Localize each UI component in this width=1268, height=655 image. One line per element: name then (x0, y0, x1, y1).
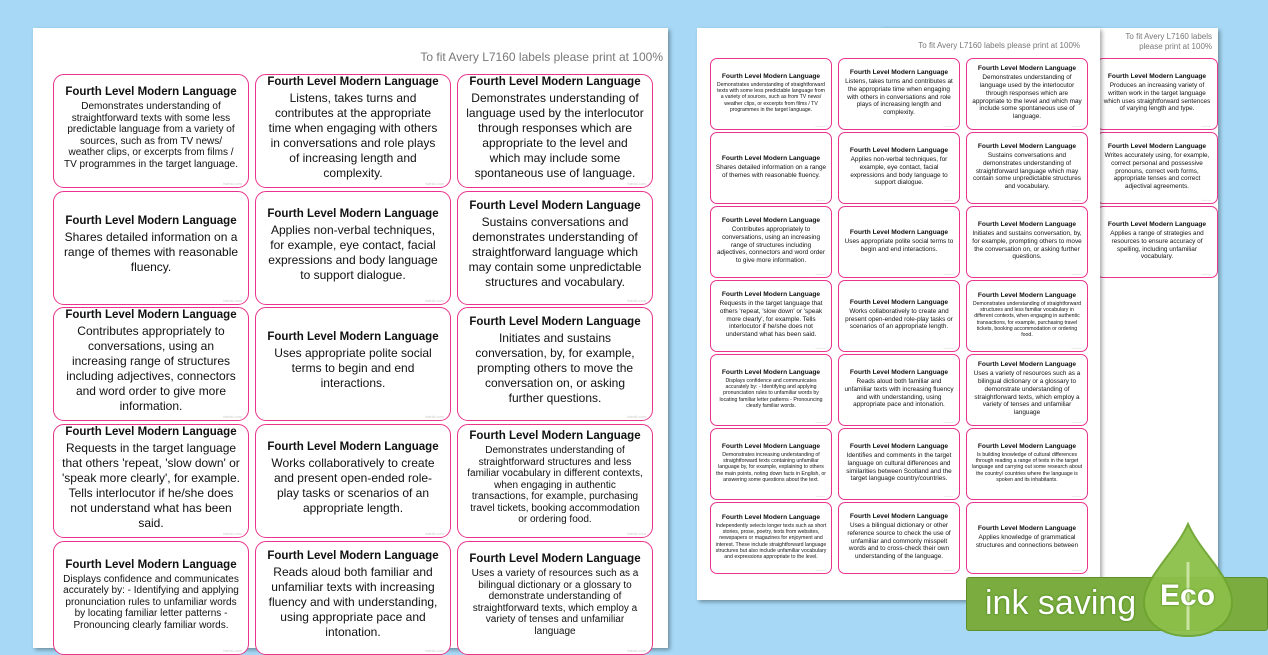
card-text: Writes accurately using, for example, correct personal and possessive pronouns, correct verb forms, appropriate tenses and correct adjectival agreements. (1104, 152, 1210, 191)
watermark: twinkl.com (425, 298, 444, 303)
card-title: Fourth Level Modern Language (65, 558, 237, 571)
label-card (838, 428, 960, 500)
label-card (966, 502, 1088, 574)
card-text: Uses appropriate polite social terms to begin and end interactions. (844, 237, 954, 253)
watermark: twinkl.com (627, 648, 646, 653)
card-title: Fourth Level Modern Language (65, 425, 237, 438)
watermark: twinkl.com (1071, 200, 1081, 202)
watermark: twinkl.com (627, 298, 646, 303)
card-text: Works collaboratively to create and present open-ended role-play tasks or scenarios of an appropriate length. (845, 307, 953, 331)
watermark: twinkl.com (1071, 570, 1081, 572)
watermark: twinkl.com (815, 274, 825, 276)
card-text: Sustains conversations and demonstrates understanding of straightforward language which may contain some unpredictable structures and vocabulary. (468, 215, 642, 289)
label-card (838, 502, 960, 574)
label-card (838, 354, 960, 426)
label-card (966, 206, 1088, 278)
card-title: Fourth Level Modern Language (267, 75, 439, 88)
card-text: Reads aloud both familiar and unfamiliar texts with increasing fluency and with understanding, using appropriate pace and intonation. (268, 565, 438, 639)
label-card (53, 541, 249, 655)
card-text: Demonstrates understanding of straightforward structures and less familiar vocabulary in different contexts, when engaging in authentic transactions, for example, purchasing travel tickets, booking accommodation or ordering food. (972, 300, 1082, 338)
print-note: To fit Avery L7160 labels please print at 100% (420, 50, 663, 64)
card-text: Sustains conversations and demonstrates understanding of straightforward language which may contain some unpredictable structures and vocabulary. (973, 152, 1081, 191)
label-card (710, 428, 832, 500)
watermark: twinkl.com (425, 531, 444, 536)
card-title: Fourth Level Modern Language (469, 200, 641, 212)
card-title: Fourth Level Modern Language (977, 291, 1077, 299)
card-title: Fourth Level Modern Language (849, 513, 949, 521)
card-title: Fourth Level Modern Language (849, 69, 949, 77)
card-title: Fourth Level Modern Language (849, 443, 949, 451)
card-title: Fourth Level Modern Language (721, 72, 821, 80)
card-text: Contributes appropriately to conversations, using an increasing range of structures including adjectives, connectors and word order to give more information. (717, 226, 825, 265)
watermark: twinkl.com (627, 414, 646, 419)
page-zoomed-preview (33, 28, 668, 653)
eco-leaf-badge (1140, 522, 1236, 635)
card-title: Fourth Level Modern Language (65, 86, 237, 98)
card-text: Applies non-verbal techniques, for example, eye contact, facial expressions and body language to support dialogue. (268, 222, 438, 282)
label-card (966, 428, 1088, 500)
label-card (838, 280, 960, 352)
card-text: Contributes appropriately to conversations, using an increasing range of structures including adjectives, connectors and word order to give more information. (66, 323, 236, 413)
watermark: twinkl.com (943, 126, 953, 128)
card-text: Applies knowledge of grammatical structures and connections between (975, 533, 1079, 549)
watermark: twinkl.com (223, 414, 242, 419)
label-card (53, 74, 249, 188)
label-card (966, 132, 1088, 204)
print-note: To fit Avery L7160 labels please print at 100% (1125, 32, 1212, 51)
print-note: To fit Avery L7160 labels please print at 100% (918, 41, 1080, 50)
label-card (838, 58, 960, 130)
card-text: Demonstrates understanding of language used by the interlocutor through responses which are appropriate to the level and which may include some spontaneous use of language. (972, 74, 1082, 120)
card-title: Fourth Level Modern Language (721, 154, 821, 162)
card-title: Fourth Level Modern Language (849, 369, 949, 377)
card-title: Fourth Level Modern Language (849, 298, 949, 306)
card-text: Uses a bilingual dictionary or other reference source to check the use of unfamiliar and commonly misspelt words and to cross-check their own understanding of the language. (847, 522, 951, 561)
watermark: twinkl.com (425, 181, 444, 186)
card-title: Fourth Level Modern Language (977, 221, 1077, 229)
watermark: twinkl.com (943, 422, 953, 424)
card-title: Fourth Level Modern Language (977, 524, 1077, 532)
card-text: Uses a variety of resources such as a bilingual dictionary or a glossary to demonstrate understanding of straightforward texts, which employ a variety of tenses and unfamiliar language (471, 568, 639, 637)
card-title: Fourth Level Modern Language (849, 147, 949, 155)
leaf-icon (1140, 522, 1236, 630)
card-text: Reads aloud both familiar and unfamiliar texts with increasing fluency and with understanding, using appropriate pace and intonation. (844, 378, 954, 409)
watermark: twinkl.com (223, 648, 242, 653)
card-text: Displays confidence and communicates accurately by: - Identifying and applying pronunciation rules to unfamiliar words by locating familiar letter patterns - Pronouncing clearly familiar words. (63, 573, 239, 631)
label-card (255, 424, 451, 538)
card-title: Fourth Level Modern Language (469, 430, 641, 443)
card-title: Fourth Level Modern Language (977, 361, 1077, 369)
card-title: Fourth Level Modern Language (65, 215, 237, 227)
card-title: Fourth Level Modern Language (1107, 73, 1207, 81)
card-text: Independently selects longer texts such as short stories, prose, poetry, texts from websites, newspapers or magazines for enjoyment and interest. These include straightforward language structures but also include unfamiliar vocabulary and expressions appropriate to the level. (715, 522, 827, 560)
watermark: twinkl.com (943, 348, 953, 350)
card-text: Shares detailed information on a range of themes with reasonable fluency. (63, 230, 239, 274)
card-title: Fourth Level Modern Language (721, 513, 821, 521)
label-card (710, 354, 832, 426)
card-title: Fourth Level Modern Language (849, 228, 949, 236)
label-card (457, 191, 653, 305)
watermark: twinkl.com (815, 126, 825, 128)
watermark: twinkl.com (815, 200, 825, 202)
watermark: twinkl.com (1071, 422, 1081, 424)
watermark: twinkl.com (425, 414, 444, 419)
label-card (255, 74, 451, 188)
card-title: Fourth Level Modern Language (721, 217, 821, 225)
card-title: Fourth Level Modern Language (721, 291, 821, 299)
card-title: Fourth Level Modern Language (977, 442, 1077, 450)
card-text: Shares detailed information on a range of themes with reasonable fluency. (715, 163, 827, 179)
eco-label: Eco (1160, 579, 1216, 612)
label-card (255, 541, 451, 655)
label-card (255, 307, 451, 421)
card-text: Applies a range of strategies and resources to ensure accuracy of spelling, including unfamiliar vocabulary. (1110, 230, 1204, 261)
label-card (838, 206, 960, 278)
ink-saving-label: ink saving (985, 584, 1137, 622)
card-text: Identifies and comments in the target language on cultural differences and similarities between Scotland and the target language country/countries. (846, 452, 952, 483)
card-text: Initiates and sustains conversation, by, for example, prompting others to move the conversation on, or asking further questions. (972, 230, 1082, 261)
watermark: twinkl.com (815, 496, 825, 498)
card-text: Listens, takes turns and contributes at the appropriate time when engaging with others in conversations and role plays of increasing length and complexity. (268, 90, 438, 180)
card-title: Fourth Level Modern Language (1107, 143, 1207, 151)
watermark: twinkl.com (1201, 200, 1211, 202)
card-title: Fourth Level Modern Language (721, 368, 821, 376)
watermark: twinkl.com (627, 531, 646, 536)
watermark: twinkl.com (815, 570, 825, 572)
card-text: Is building knowledge of cultural differences through reading a range of texts in the target language and carrying out some research about the country/ countries where the language is spoken and its inhabitants. (971, 451, 1083, 483)
card-text: Listens, takes turns and contributes at the appropriate time when engaging with others in conversations and role plays of increasing length and complexity. (845, 78, 953, 117)
watermark: twinkl.com (943, 496, 953, 498)
watermark: twinkl.com (815, 348, 825, 350)
card-title: Fourth Level Modern Language (1107, 221, 1207, 229)
label-card (710, 58, 832, 130)
label-card (966, 280, 1088, 352)
card-text: Produces an increasing variety of written work in the target language which uses straightforward sentences of varying length and type. (1103, 82, 1211, 113)
label-card (710, 206, 832, 278)
watermark: twinkl.com (223, 531, 242, 536)
card-text: Requests in the target language that others 'repeat, 'slow down' or 'speak more clearly', for example. Tells interlocutor if he/she does not understand what has been said. (62, 440, 240, 530)
card-title: Fourth Level Modern Language (469, 553, 641, 565)
watermark: twinkl.com (1071, 348, 1081, 350)
label-card (1096, 206, 1218, 278)
card-text: Initiates and sustains conversation, by, for example, prompting others to move the conversation on, or asking further questions. (475, 331, 635, 405)
watermark: twinkl.com (943, 274, 953, 276)
watermark: twinkl.com (1071, 496, 1081, 498)
label-card (53, 191, 249, 305)
card-title: Fourth Level Modern Language (267, 207, 439, 220)
label-card (710, 132, 832, 204)
card-text: Demonstrates increasing understanding of straightforward texts containing unfamiliar language by, for example, explaining to others the main points, noting down facts in English, or answering some questions about the text. (716, 451, 826, 483)
card-title: Fourth Level Modern Language (267, 440, 439, 453)
watermark: twinkl.com (1071, 274, 1081, 276)
label-card (457, 74, 653, 188)
card-title: Fourth Level Modern Language (469, 316, 641, 328)
card-text: Works collaboratively to create and present open-ended role-play tasks or scenarios of an appropriate length. (271, 455, 435, 515)
label-card (457, 307, 653, 421)
card-text: Applies non-verbal techniques, for example, eye contact, facial expressions and body language to support dialogue. (850, 156, 948, 187)
card-title: Fourth Level Modern Language (469, 75, 641, 88)
watermark: twinkl.com (1071, 126, 1081, 128)
card-text: Demonstrates understanding of language used by the interlocutor through responses which are appropriate to the level and which may include some spontaneous use of language. (466, 90, 644, 180)
card-text: Displays confidence and communicates accurately by: - Identifying and applying pronunciation rules to unfamiliar words by locating familiar letter patterns - Pronouncing clearly familiar words. (719, 377, 823, 409)
watermark: twinkl.com (943, 200, 953, 202)
watermark: twinkl.com (223, 298, 242, 303)
label-card (966, 58, 1088, 130)
label-card (710, 280, 832, 352)
label-card (457, 424, 653, 538)
card-text: Demonstrates understanding of straightforward texts with some less predictable language from a variety of sources, such as from TV news/ weather clips, or excerpts from films / TV programmes in the target language. (64, 101, 238, 170)
card-title: Fourth Level Modern Language (65, 308, 237, 321)
watermark: twinkl.com (1201, 274, 1211, 276)
watermark: twinkl.com (815, 422, 825, 424)
label-card (838, 132, 960, 204)
card-title: Fourth Level Modern Language (721, 442, 821, 450)
card-title: Fourth Level Modern Language (267, 550, 439, 562)
label-card (53, 424, 249, 538)
watermark: twinkl.com (627, 181, 646, 186)
watermark: twinkl.com (943, 570, 953, 572)
card-text: Uses a variety of resources such as a bilingual dictionary or a glossary to demonstrate understanding of straightforward texts, which employ a variety of tenses and unfamiliar language (973, 370, 1081, 416)
watermark: twinkl.com (223, 181, 242, 186)
card-title: Fourth Level Modern Language (977, 143, 1077, 151)
card-text: Demonstrates understanding of straightforward texts with some less predictable language from a variety of sources, such as from TV news/ weather clips, or excerpts from films / TV programmes in the target language. (716, 81, 826, 113)
label-card (53, 307, 249, 421)
label-card (966, 354, 1088, 426)
card-text: Demonstrates understanding of straightforward structures and less familiar vocabulary in different contexts, when engaging in authentic transactions, for example, purchasing travel tickets, booking accommodation or ordering food. (467, 445, 643, 526)
label-card (255, 191, 451, 305)
label-card (457, 541, 653, 655)
card-text: Uses appropriate polite social terms to begin and end interactions. (274, 346, 432, 390)
label-card (1096, 132, 1218, 204)
card-text: Requests in the target language that others 'repeat, 'slow down' or 'speak more clearly', for example. Tells interlocutor if he/she does not understand what has been said. (719, 300, 823, 339)
watermark: twinkl.com (1201, 126, 1211, 128)
page-2-preview (697, 28, 1100, 600)
label-card (710, 502, 832, 574)
watermark: twinkl.com (425, 648, 444, 653)
card-title: Fourth Level Modern Language (267, 331, 439, 343)
label-card (1096, 58, 1218, 130)
card-title: Fourth Level Modern Language (977, 65, 1077, 73)
